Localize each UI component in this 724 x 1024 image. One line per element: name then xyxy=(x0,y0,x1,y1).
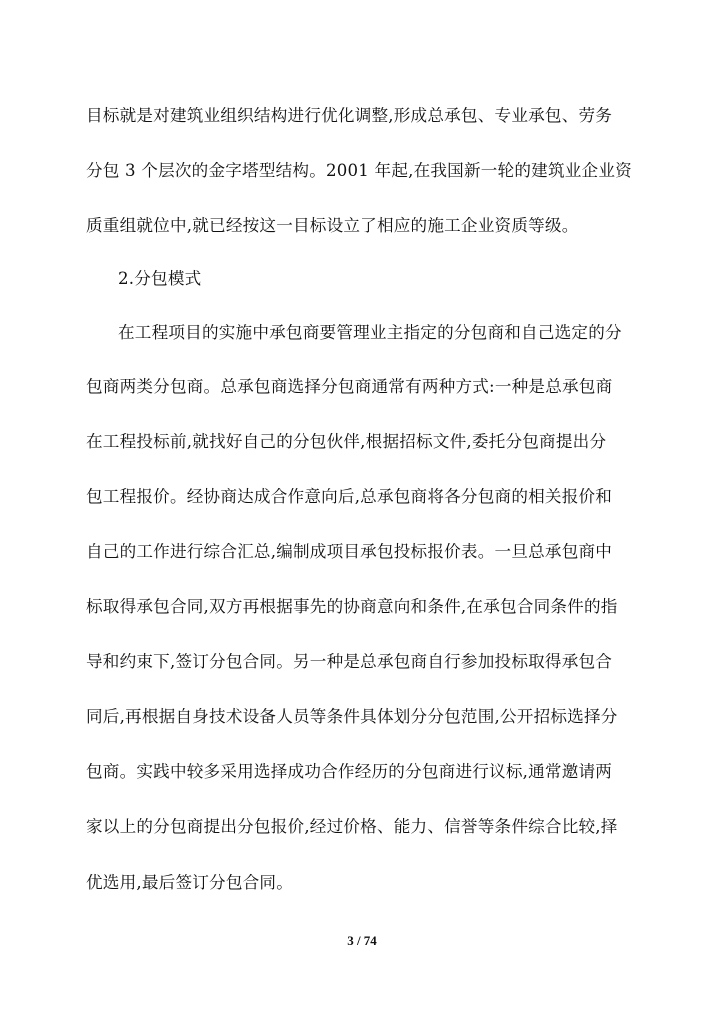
paragraph-line: 家以上的分包商提出分包报价,经过价格、能力、信誉等条件综合比较,择 xyxy=(86,817,618,836)
paragraph-line: 在工程投标前,就找好自己的分包伙伴,根据招标文件,委托分包商提出分 xyxy=(86,432,607,451)
paragraph-line: 在工程项目的实施中承包商要管理业主指定的分包商和自己选定的分 xyxy=(118,323,622,342)
paragraph-line: 导和约束下,签订分包合同。另一种是总承包商自行参加投标取得承包合 xyxy=(86,652,613,671)
page-number: 3 / 74 xyxy=(347,933,377,948)
paragraph-line: 分包 3 个层次的金字塔型结构。2001 年起,在我国新一轮的建筑业企业资 xyxy=(86,161,632,180)
paragraph-line: 包工程报价。经协商达成合作意向后,总承包商将各分包商的相关报价和 xyxy=(86,487,613,506)
paragraph-line: 质重组就位中,就已经按这一目标设立了相应的施工企业资质等级。 xyxy=(86,216,579,235)
paragraph-line: 目标就是对建筑业组织结构进行优化调整,形成总承包、专业承包、劳务 xyxy=(86,106,613,125)
section-heading: 2.分包模式 xyxy=(118,269,202,288)
paragraph-line: 包商。实践中较多采用选择成功合作经历的分包商进行议标,通常邀请两 xyxy=(86,762,613,781)
paragraph-line: 同后,再根据自身技术设备人员等条件具体划分分包范围,公开招标选择分 xyxy=(86,707,618,726)
paragraph-line: 优选用,最后签订分包合同。 xyxy=(86,873,293,892)
paragraph-line: 自己的工作进行综合汇总,编制成项目承包投标报价表。一旦总承包商中 xyxy=(86,542,613,561)
paragraph-line: 标取得承包合同,双方再根据事先的协商意向和条件,在承包合同条件的指 xyxy=(86,597,618,616)
paragraph-line: 包商两类分包商。总承包商选择分包商通常有两种方式:一种是总承包商 xyxy=(86,377,613,396)
